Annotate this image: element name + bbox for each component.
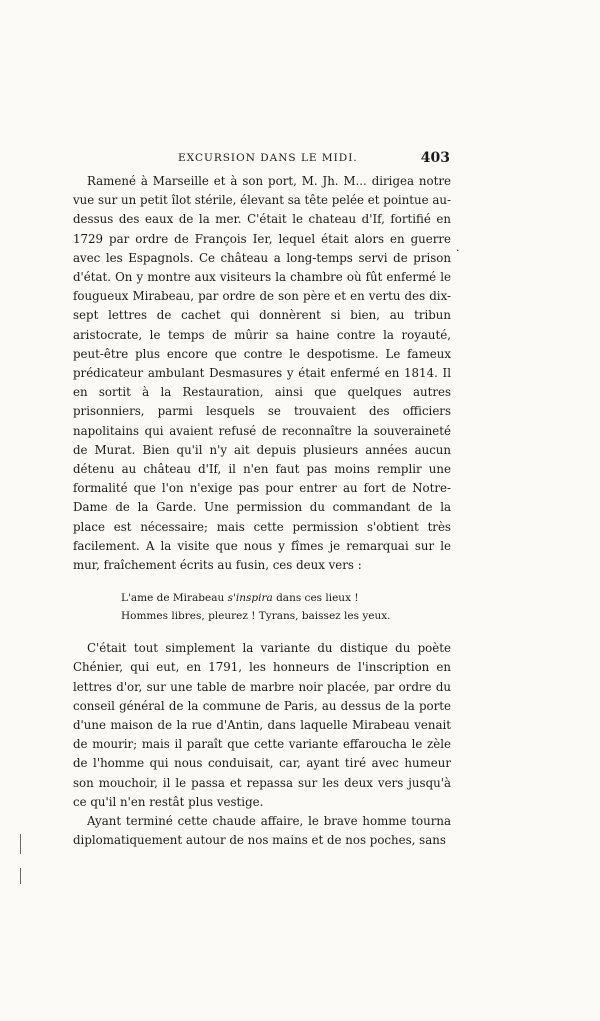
- page-number: 403: [420, 150, 450, 166]
- running-title: EXCURSION DANS LE MIDI.: [178, 152, 358, 164]
- body-text: [73, 172, 451, 851]
- verse-line-1: L'ame de Mirabeau s'inspira dans ces lieux !: [121, 592, 359, 605]
- paragraph-1: Ramené à Marseille et à son port, M. Jh. M... dirigea notre vue sur un petit îlot stérile, élevant sa tête pelée et pointue au-dessus des eaux de la mer. C'était le chateau d'If, fortifié en 1729 par ordre de François Ier, lequel était alors en guerre avec les Espagnols. Ce château a long-temps servi de prison d'état. On y montre aux visiteurs la chambre où fût enfermé le fougueux Mirabeau, par ordre de son père et en vertu des dix-sept lettres de cachet qui donnèrent si bien, au tribun aristocrate, le temps de mûrir sa haine contre la royauté, peut-être plus encore que contre le despotisme. Le fameux prédicateur ambulant Desmasures y était enfermé en 1814. Il en sortit à la Restauration, ainsi que quelques autres prisonniers, parmi lesquels se trouvaient des officiers napolitains qui avaient refusé de reconnaître la souveraineté de Murat. Bien qu'il n'y ait depuis plusieurs années aucun détenu au château d'If, il n'en faut pas moins remplir une formalité que l'on n'exige pas pour entrer au fort de Notre-Dame de la Garde. Une permission du commandant de la place est nécessaire; mais cette permission s'obtient très facilement. A la visite que nous y fîmes je remarquai sur le mur, fraîchement écrits au fusin, ces deux vers :: [73, 174, 451, 573]
- verse-emphasis: s'inspira: [227, 592, 273, 605]
- paragraph-2: C'était tout simplement la variante du distique du poète Chénier, qui eut, en 1791, les honneurs de l'inscription en lettres d'or, sur une table de marbre noir placée, par ordre du conseil général de la commune de Paris, au dessus de la porte d'une maison de la rue d'Antin, dans laquelle Mirabeau venait de mourir; mais il paraît que cette variante effaroucha le zèle de l'homme qui nous conduisait, car, ayant tiré avec humeur son mouchoir, il le passa et repassa sur les deux vers jusqu'à ce qu'il n'en restât plus vestige.: [73, 641, 451, 809]
- margin-mark: [20, 834, 21, 854]
- verse-quote: [121, 589, 451, 625]
- verse-line-2: Hommes libres, pleurez ! Tyrans, baissez les yeux.: [121, 610, 391, 623]
- margin-mark: [20, 868, 21, 884]
- margin-dot: ·: [456, 244, 460, 257]
- paragraph-3: Ayant terminé cette chaude affaire, le brave homme tourna diplomatiquement autour de nos mains et de nos poches, sans: [73, 814, 451, 848]
- page-header: [178, 150, 450, 170]
